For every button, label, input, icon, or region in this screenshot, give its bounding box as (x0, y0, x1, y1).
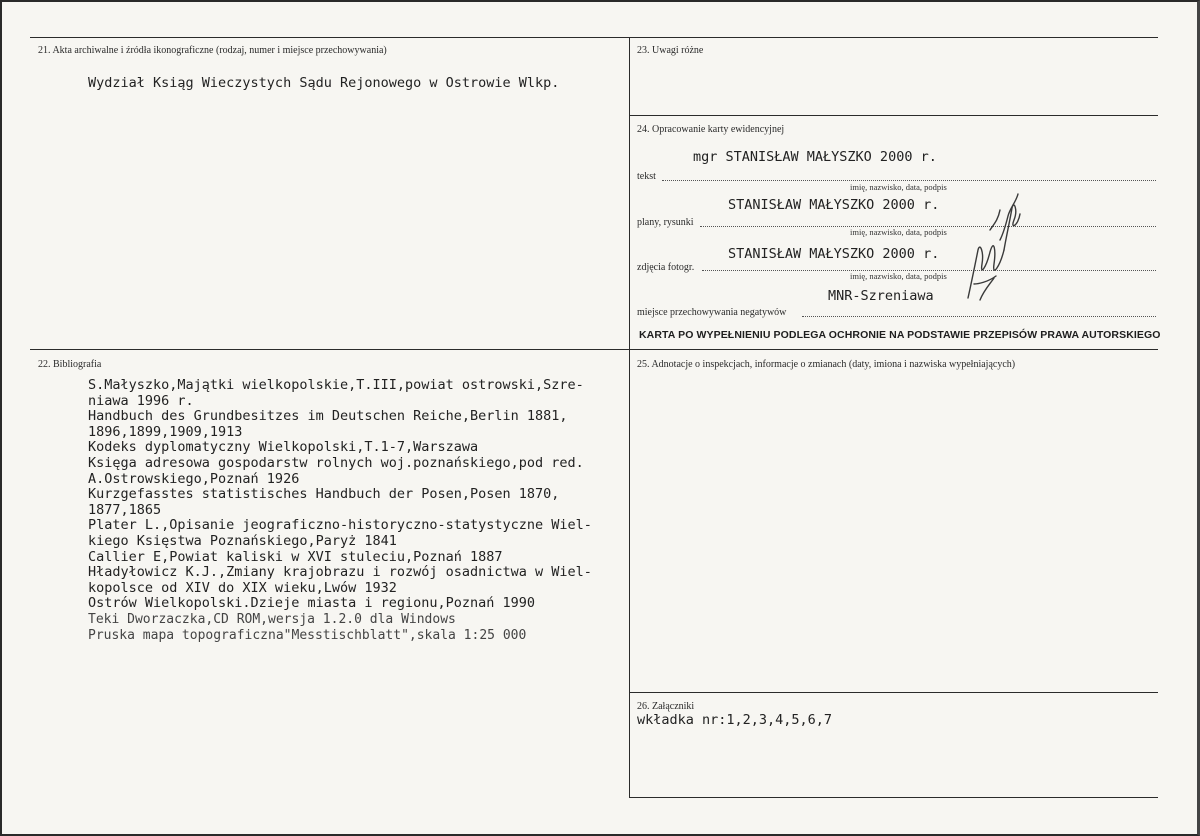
archives-label: 21. Akta archiwalne i źródła ikonograficzne (rodzaj, numer i miejsce przechowywania) (38, 45, 387, 56)
center-divider (629, 37, 630, 797)
remarks-label: 23. Uwagi różne (637, 45, 704, 56)
remarks-bottom-rule (629, 115, 1158, 116)
negatives-dotted-line (802, 316, 1156, 317)
photos-author-value: STANISŁAW MAŁYSZKO 2000 r. (728, 246, 940, 262)
bibliography-line: A.Ostrowskiego,Poznań 1926 (88, 470, 300, 487)
plans-author-value: STANISŁAW MAŁYSZKO 2000 r. (728, 197, 940, 213)
bottom-rule (629, 797, 1158, 798)
middle-rule (30, 349, 1158, 350)
bibliography-line: Hładyłowicz K.J.,Zmiany krajobrazu i rozwój osadnictwa w Wiel- (88, 564, 592, 581)
attachments-value: wkładka nr:1,2,3,4,5,6,7 (637, 712, 833, 728)
text-field-dotted-line (662, 180, 1156, 181)
negatives-label: miejsce przechowywania negatywów (637, 307, 787, 318)
photos-field-label: zdjęcia fotogr. (637, 262, 695, 273)
bibliography-line: Kodeks dyplomatyczny Wielkopolski,T.1-7,Warszawa (88, 439, 479, 456)
negatives-value: MNR-Szreniawa (828, 288, 934, 304)
bibliography-line: Księga adresowa gospodarstw rolnych woj.poznańskiego,pod red. (88, 454, 584, 471)
text-field-label: tekst (637, 171, 656, 182)
bibliography-line: 1896,1899,1909,1913 (88, 423, 243, 440)
attachments-label: 26. Załączniki (637, 701, 695, 712)
bibliography-line: Pruska mapa topograficzna"Messtischblatt",skala 1:25 000 (88, 627, 527, 643)
annotations-label: 25. Adnotacje o inspekcjach, informacje o zmianach (daty, imiona i nazwiska wypełniających) (637, 359, 1016, 370)
top-rule (30, 37, 1158, 38)
text-field-caption: imię, nazwisko, data, podpis (850, 182, 947, 192)
bibliography-line: niawa 1996 r. (88, 392, 194, 409)
bibliography-list (88, 378, 592, 643)
bibliography-line: kopolsce od XIV do XIX wieku,Lwów 1932 (88, 579, 397, 596)
bibliography-line: Teki Dworzaczka,CD ROM,wersja 1.2.0 dla Windows (88, 611, 456, 627)
card-prepared-label: 24. Opracowanie karty ewidencyjnej (637, 124, 785, 135)
text-author-value: mgr STANISŁAW MAŁYSZKO 2000 r. (693, 149, 937, 165)
bibliography-line: Ostrów Wielkopolski.Dzieje miasta i regionu,Poznań 1990 (88, 595, 536, 612)
archives-value: Wydział Ksiąg Wieczystych Sądu Rejonowego w Ostrowie Wlkp. (88, 75, 560, 91)
bibliography-line: Callier E,Powiat kaliski w XVI stuleciu,Poznań 1887 (88, 548, 503, 565)
photos-field-caption: imię, nazwisko, data, podpis (850, 271, 947, 281)
attachments-top-rule (629, 692, 1158, 693)
copyright-notice: KARTA PO WYPEŁNIENIU PODLEGA OCHRONIE NA PODSTAWIE PRZEPISÓW PRAWA AUTORSKIEGO (639, 329, 1161, 341)
plans-field-label: plany, rysunki (637, 217, 694, 228)
bibliography-line: 1877,1865 (88, 501, 162, 518)
bibliography-line: Handbuch des Grundbesitzes im Deutschen Reiche,Berlin 1881, (88, 408, 568, 425)
bibliography-line: S.Małyszko,Majątki wielkopolskie,T.III,powiat ostrowski,Szre- (88, 377, 584, 393)
plans-field-caption: imię, nazwisko, data, podpis (850, 227, 947, 237)
bibliography-line: kiego Księstwa Poznańskiego,Paryż 1841 (88, 532, 397, 549)
bibliography-line: Plater L.,Opisanie jeograficzno-historyczno-statystyczne Wiel- (88, 517, 592, 534)
bibliography-label: 22. Bibliografia (38, 359, 102, 370)
bibliography-line: Kurzgefasstes statistisches Handbuch der Posen,Posen 1870, (88, 486, 560, 503)
handwritten-signature (960, 180, 1030, 310)
